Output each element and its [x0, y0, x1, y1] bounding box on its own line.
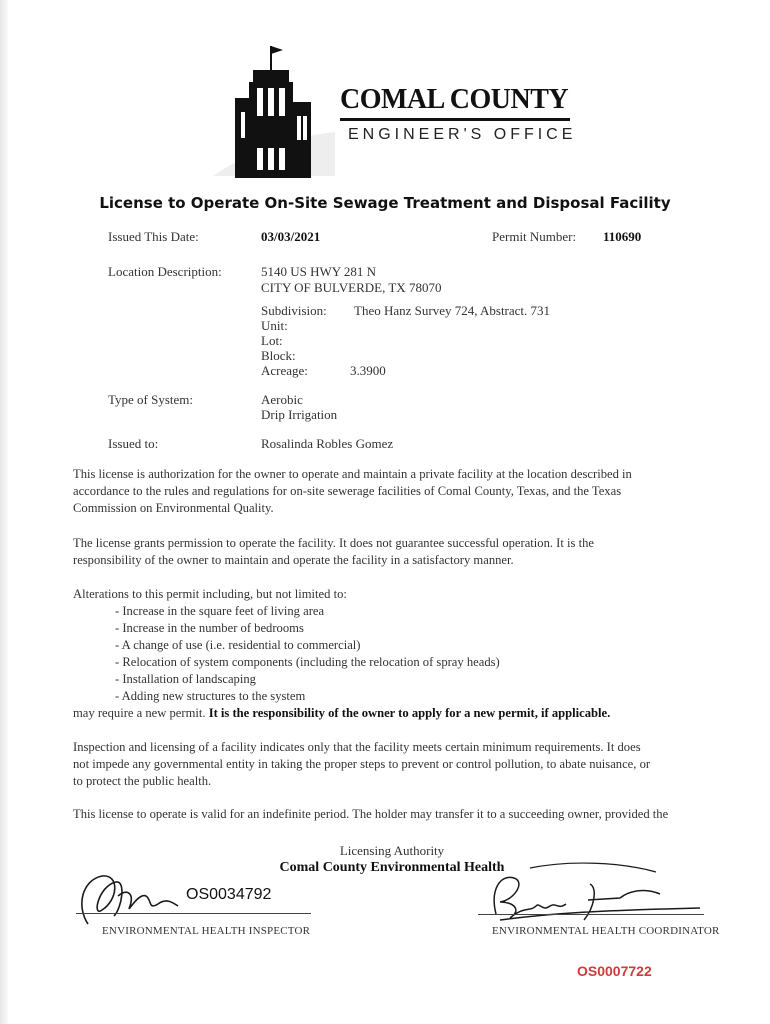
coordinator-signature-line — [478, 914, 704, 915]
unit-label: Unit: — [261, 318, 288, 333]
subdivision-label: Subdivision: — [261, 303, 327, 318]
system-type-line2: Drip Irrigation — [261, 407, 338, 422]
issued-date-value: 03/03/2021 — [261, 229, 321, 244]
list-item: - A change of use (i.e. residential to commercial) — [115, 637, 500, 654]
alterations-tail-text: may require a new permit. — [73, 706, 206, 720]
system-type-label: Type of System: — [108, 392, 194, 407]
list-item: - Increase in the square feet of living area — [115, 603, 500, 620]
scan-edge — [0, 0, 8, 1024]
paragraph-alterations-intro: Alterations to this permit including, but not limited to: — [73, 587, 347, 601]
system-type-line1: Aerobic — [261, 392, 303, 407]
authority-line1: Licensing Authority — [339, 843, 445, 858]
authority-line2: Comal County Environmental Health — [279, 860, 505, 875]
paragraph-authorization: This license is authorization for the owner to operate and maintain a private facility at the location described in accordance to the rules and regulations for on-site sewerage facilities of Comal County, Texas, and the Texas Commission on Environmental Quality. — [73, 467, 632, 515]
acreage-value: 3.3900 — [350, 363, 386, 378]
office-name: ENGINEER'S OFFICE — [348, 126, 577, 143]
address-line1: 5140 US HWY 281 N — [261, 264, 377, 279]
alterations-list — [115, 603, 500, 705]
courthouse-logo — [205, 40, 345, 180]
location-label: Location Description: — [108, 264, 222, 279]
list-item: - Installation of landscaping — [115, 671, 500, 688]
issued-date-label: Issued This Date: — [108, 229, 199, 244]
list-item: - Increase in the number of bedrooms — [115, 620, 500, 637]
paragraph-alterations-tail — [73, 705, 673, 722]
paragraph-inspection: Inspection and licensing of a facility indicates only that the facility meets certain minimum requirements. It does not impede any governmental entity in taking the proper steps to prevent or control pollution, to abate nuisance, or to protect the public health. — [73, 740, 651, 788]
inspector-license-code: OS0034792 — [186, 886, 272, 903]
inspector-signature-line — [76, 913, 311, 914]
address-line2: CITY OF BULVERDE, TX 78070 — [261, 280, 442, 295]
inspector-signature — [68, 866, 188, 932]
issued-to-value: Rosalinda Robles Gomez — [261, 436, 394, 451]
county-name: COMAL COUNTY — [340, 84, 569, 115]
permit-number-label: Permit Number: — [492, 229, 577, 244]
alterations-bold-text: It is the responsibility of the owner to apply for a new permit, if applicable. — [208, 706, 611, 720]
document-title: License to Operate On-Site Sewage Treatment and Disposal Facility — [99, 194, 671, 212]
permit-number-value: 110690 — [603, 229, 642, 244]
acreage-label: Acreage: — [261, 363, 308, 378]
coordinator-title: ENVIRONMENTAL HEALTH COORDINATOR — [492, 925, 720, 937]
issued-to-label: Issued to: — [108, 436, 159, 451]
coordinator-signature — [470, 860, 700, 934]
paragraph-validity: This license to operate is valid for an indefinite period. The holder may transfer it to a succeeding owner, provided the — [73, 807, 669, 821]
list-item: - Adding new structures to the system — [115, 688, 500, 705]
lot-label: Lot: — [261, 333, 283, 348]
block-label: Block: — [261, 348, 296, 363]
subdivision-value: Theo Hanz Survey 724, Abstract. 731 — [354, 303, 551, 318]
paragraph-permission: The license grants permission to operate the facility. It does not guarantee successful operation. It is the responsibility of the owner to maintain and operate the facility in a satisfactory manner. — [73, 536, 594, 567]
inspector-title: ENVIRONMENTAL HEALTH INSPECTOR — [102, 925, 311, 937]
list-item: - Relocation of system components (including the relocation of spray heads) — [115, 654, 500, 671]
title-rule — [340, 118, 570, 121]
coordinator-license-code: OS0007722 — [577, 963, 652, 979]
